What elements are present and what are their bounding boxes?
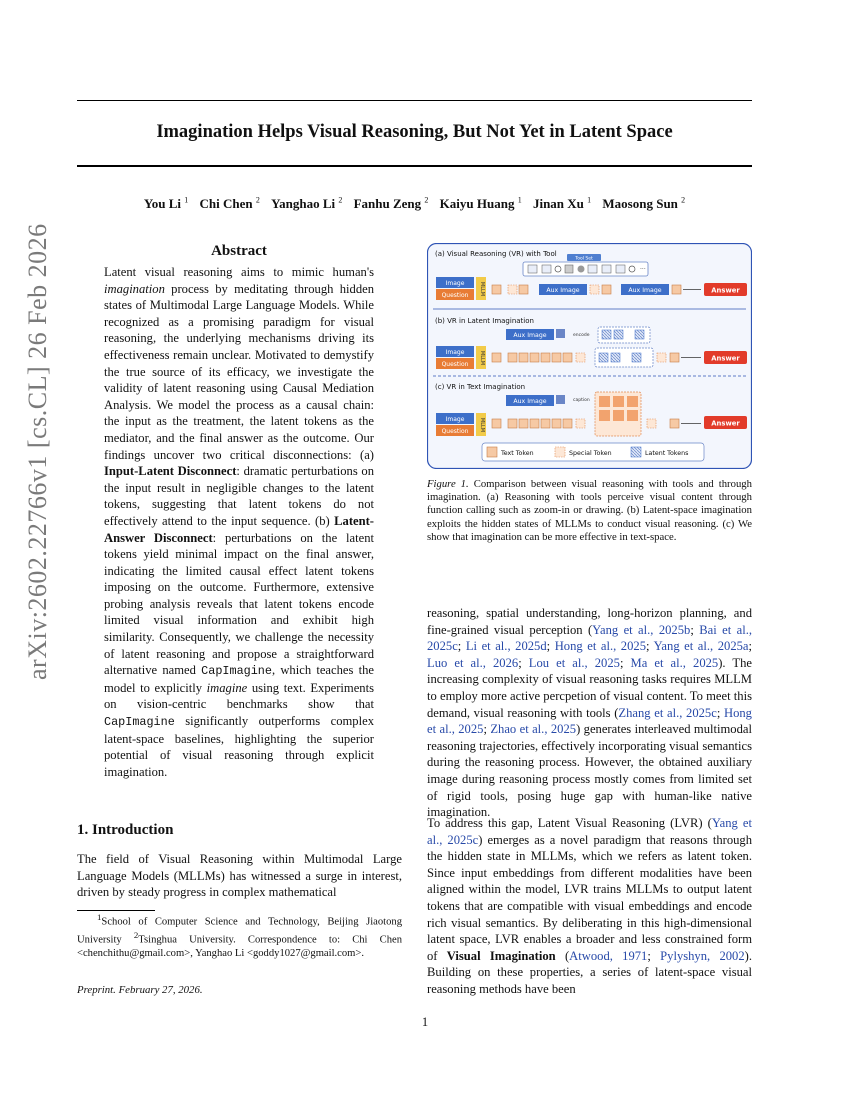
citation-link[interactable]: Hong et al., 2025 <box>554 639 646 654</box>
footnote: $^1$School of Computer Science and Technology, Beijing Jiaotong University $^2$Tsinghua University. Correspondence to: Chi Chen <chenchithu@gmail.com>, Yanghao Li <goddy1027@gmail.com>. <box>77 912 402 959</box>
title-rule <box>77 165 752 167</box>
svg-text:···: ··· <box>640 266 646 273</box>
svg-text:Question: Question <box>441 428 469 435</box>
svg-text:MLLM: MLLM <box>479 350 485 366</box>
svg-text:MLLM: MLLM <box>479 417 485 433</box>
citation-link[interactable]: Li et al., 2025d <box>465 639 547 654</box>
svg-text:Image: Image <box>445 349 465 356</box>
author: Chi Chen $^2$ <box>199 196 260 212</box>
citation-link[interactable]: Luo et al., 2026 <box>427 655 519 670</box>
svg-text:Answer: Answer <box>711 354 740 363</box>
citation-link[interactable]: Zhao et al., 2025 <box>490 722 577 737</box>
svg-text:Tool Set: Tool Set <box>575 256 593 262</box>
author: Kaiyu Huang $^1$ <box>439 196 522 212</box>
abstract-body: Latent visual reasoning aims to mimic human's imagination process by meditating through hidden states of Multimodal Large Language Models. While recognized as a promising paradigm for visual reasoning, the underlying mechanisms driving its effectiveness remain unclear. Motivated to demystify the true source of its efficacy, we investigate the validity of latent reasoning using Causal Mediation Analysis. We model the process as a causal chain: the input as the treatment, the latent tokens as the mediator, and the final answer as the outcome. Our findings uncover two critical disconnections: (a) Input-Latent Disconnect: dramatic perturbations on the input result in negligible changes to the latent tokens, suggesting that latent tokens do not effectively attend to the input sequence. (b) Latent-Answer Disconnect: perturbations on the latent tokens yield minimal impact on the final answer, indicating the limited causal effect latent tokens imposing on the outcome. Furthermore, extensive probing analysis reveals that latent tokens encode limited visual information and exhibit high similarity. Consequently, we challenge the necessity of latent reasoning and propose a straightforward alternative named CapImagine, which teaches the model to explicitly imagine using text. Experiments on vision-centric benchmarks show that CapImagine significantly outperforms complex latent-space baselines, highlighting the superior potential of visual reasoning through explicit imagination. <box>104 265 375 779</box>
author: Jinan Xu $^1$ <box>532 196 592 212</box>
svg-text:Answer: Answer <box>711 286 740 295</box>
svg-text:MLLM: MLLM <box>479 281 485 297</box>
author: Yanghao Li $^2$ <box>271 196 343 212</box>
panel-c-title: (c) VR in Text Imagination <box>435 383 526 391</box>
page-number: 1 <box>421 1015 429 1029</box>
panel-b-title: (b) VR in Latent Imagination <box>435 317 534 325</box>
right-column-paragraph-1: reasoning, spatial understanding, long-horizon planning, and fine-grained visual perception (Yang et al., 2025b; Bai et al., 2025c; Li et al., 2025d; Hong et al., 2025; Yang et al., 2025a; Luo et al., 2026; Lou et al., 2025; Ma et al., 2025). The increasing complexity of visual reasoning tasks requires MLLM to employ more active percpetion of visual content. To meet this demand, visual reasoning with tools (Zhang et al., 2025c; Hong et al., 2025; Zhao et al., 2025) generates interleaved multimodal reasoning trajectories, effectively incorporating visual semantics during the reasoning process. However, the obtained auxiliary image during reasoning process mostly comes from limited set of rigid tools, posing huge gap with human-like native imagination. <box>427 606 753 820</box>
preprint-note: Preprint. February 27, 2026. <box>77 984 203 996</box>
citation-link[interactable]: Bai et al., 2025c <box>427 622 752 654</box>
right-column-paragraph-2: To address this gap, Latent Visual Reasoning (LVR) (Yang et al., 2025c) emerges as a novel paradigm that reasons through the hidden state in MLLMs, which we refers as latent token. Since input embeddings from different modalities have been aligned within the model, LVR trains MLLMs to output latent tokens that are compatible with visual embeddings and encode rich visual semantics. By deliberating in this high-dimensional latent space, LVR enables a broader and less constrained form of Visual Imagination (Atwood, 1971; Pylyshyn, 2002). Building on these properties, a series of latent-space visual reasoning methods have been <box>427 816 753 996</box>
svg-text:Image: Image <box>445 416 465 423</box>
svg-text:Aux Image: Aux Image <box>546 287 580 294</box>
author: You Li $^1$ <box>143 196 189 212</box>
citation-link[interactable]: Lou et al., 2025 <box>528 655 620 670</box>
citation-link[interactable]: Zhang et al., 2025c <box>618 705 717 720</box>
citation-link[interactable]: Atwood, 1971 <box>569 948 648 963</box>
author: Maosong Sun $^2$ <box>602 196 686 212</box>
intro-body: The field of Visual Reasoning within Multimodal Large Language Models (MLLMs) has witnessed a surge in interest, driven by steady progress in complex mathematical <box>77 852 402 900</box>
svg-text:Aux Image: Aux Image <box>513 398 547 405</box>
panel-a-title: (a) Visual Reasoning (VR) with Tool <box>435 250 557 258</box>
svg-text:caption: caption <box>573 398 590 403</box>
citation-link[interactable]: Yang et al., 2025a <box>653 639 749 654</box>
svg-text:Answer: Answer <box>711 419 740 428</box>
svg-text:Text Token: Text Token <box>501 450 534 457</box>
svg-text:encode: encode <box>573 333 590 338</box>
author-list <box>77 196 752 212</box>
citation-link[interactable]: Pylyshyn, 2002 <box>660 948 745 963</box>
svg-text:Special Token: Special Token <box>569 450 612 457</box>
abstract-heading: Abstract <box>211 243 267 259</box>
svg-text:Aux Image: Aux Image <box>628 287 662 294</box>
author: Fanhu Zeng $^2$ <box>353 196 429 212</box>
arxiv-stamp: arXiv:2602.22766v1 [cs.CL] 26 Feb 2026 <box>23 223 52 680</box>
citation-link[interactable]: Yang et al., 2025b <box>592 622 691 637</box>
svg-text:Image: Image <box>445 280 465 287</box>
svg-text:Aux Image: Aux Image <box>513 332 547 339</box>
svg-text:Question: Question <box>441 292 469 299</box>
citation-link[interactable]: Ma et al., 2025 <box>630 655 719 670</box>
figure-1 <box>427 243 752 469</box>
svg-text:Question: Question <box>441 361 469 368</box>
intro-heading: 1. Introduction <box>77 822 174 838</box>
citation-link[interactable]: Yang et al., 2025c <box>427 816 752 847</box>
figure-caption: Figure 1. Comparison between visual reasoning with tools and through imagination. (a) Reasoning with tools perceive visual content through function calling such as zoom-in or drawing. (b) Latent-space imagination exploits the hidden states of MLLMs to conduct visual reasoning. (c) We show that imagination can be more effective in text-space. <box>427 478 752 543</box>
paper-title: Imagination Helps Visual Reasoning, But Not Yet in Latent Space <box>156 122 673 142</box>
svg-text:Latent Tokens: Latent Tokens <box>645 450 689 457</box>
citation-link[interactable]: Hong et al., 2025 <box>427 705 752 737</box>
top-rule <box>77 100 752 101</box>
